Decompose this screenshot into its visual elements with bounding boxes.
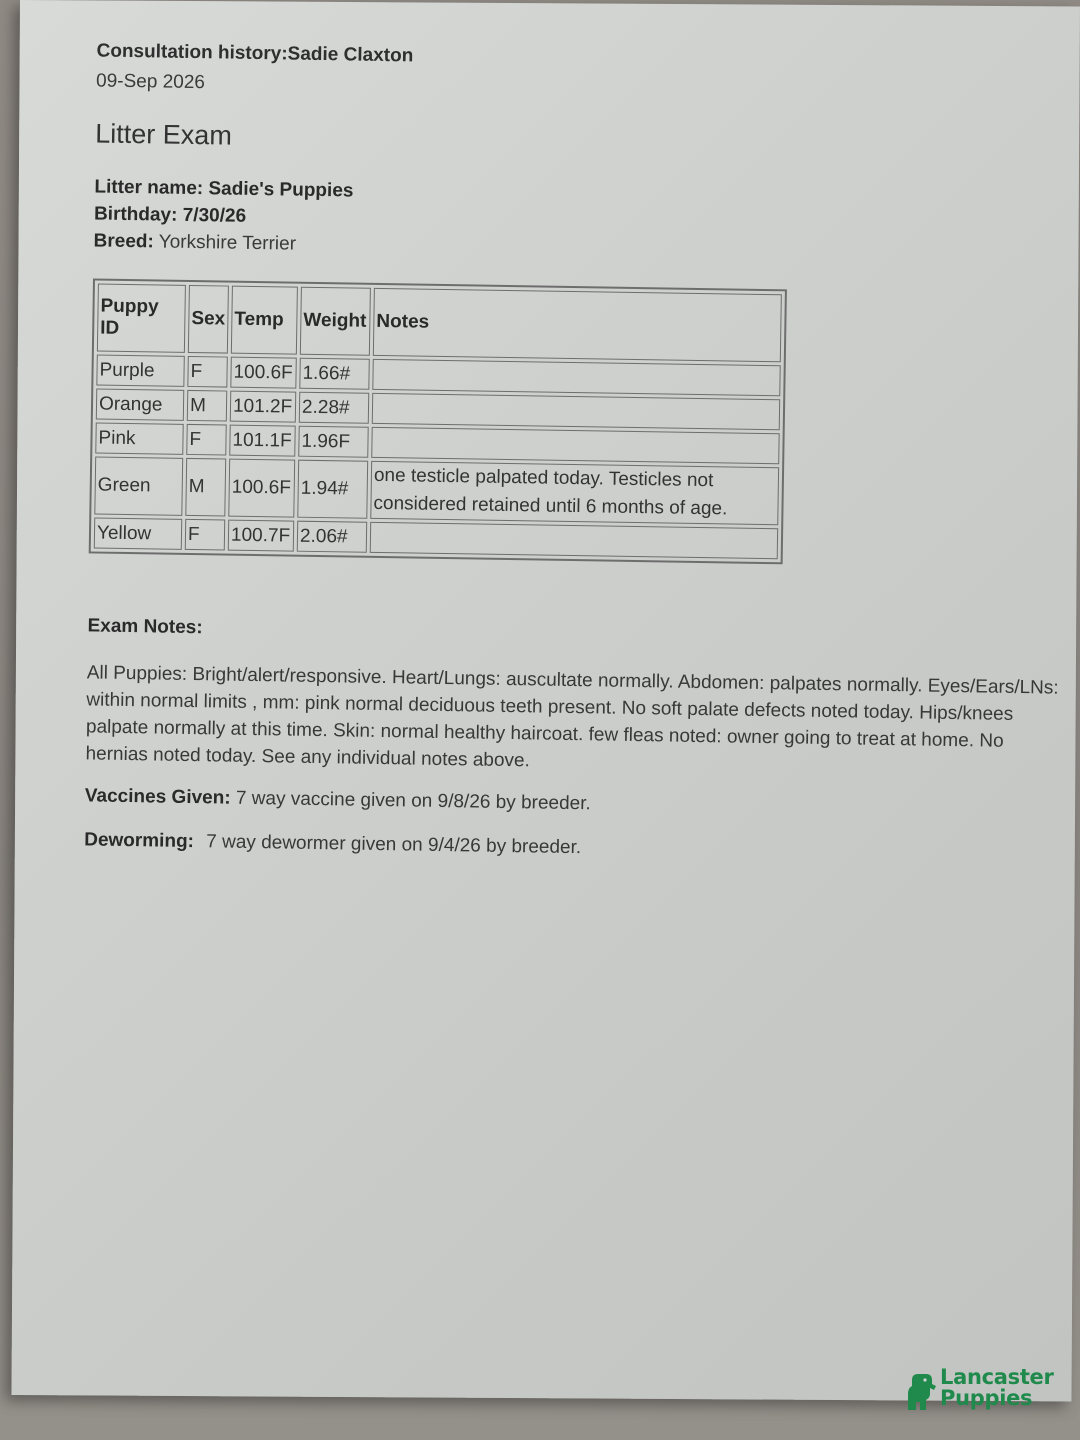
patient-name: Sadie Claxton [287, 43, 414, 67]
vaccines-label: Vaccines Given: [84, 785, 231, 809]
puppy-mascot-icon [904, 1370, 938, 1410]
cell-notes [370, 522, 778, 559]
vaccines-value: 7 way vaccine given on 9/8/26 by breeder. [235, 787, 591, 815]
cell-weight: 1.96F [298, 426, 368, 458]
logo-line-2: Puppies [940, 1386, 1033, 1410]
lancaster-puppies-logo [904, 1366, 1064, 1416]
cell-puppy-id: Purple [96, 355, 184, 387]
cell-temp: 100.6F [228, 459, 295, 518]
exam-notes-heading: Exam Notes: [87, 615, 203, 639]
deworming-label: Deworming: [84, 829, 195, 853]
table-header-row [97, 284, 782, 363]
deworming-row [84, 829, 1064, 866]
cell-puppy-id: Yellow [94, 517, 182, 549]
cell-sex: M [187, 390, 227, 422]
column-header-puppy-id: Puppy ID [97, 284, 186, 353]
logo-line-1: Lancaster [940, 1365, 1054, 1389]
cell-puppy-id: Pink [95, 423, 183, 455]
table-row [94, 517, 778, 559]
puppy-table [89, 278, 787, 564]
exam-notes-body: All Puppies: Bright/alert/responsive. Heart/Lungs: auscultate normally. Abdomen: palpates normally. Eyes/Ears/LNs: within normal limits , mm: pink normal deciduous teeth present. No soft palate defects noted today. Hips/knees palpate normally at this time. Skin: normal healthy haircoat. few fleas noted: owner going to treat at home. No hernias noted today. See any individual notes above. [85, 662, 1059, 772]
cell-puppy-id: Green [94, 456, 183, 515]
breed-value: Yorkshire Terrier [158, 231, 297, 255]
cell-notes: one testicle palpated today. Testicles not considered retained until 6 months of age. [370, 461, 779, 525]
deworming-value: 7 way dewormer given on 9/4/26 by breeder. [206, 831, 582, 859]
column-header-sex: Sex [188, 285, 229, 354]
cell-notes [371, 427, 779, 464]
logo-wordmark [940, 1367, 1054, 1409]
cell-sex: F [186, 424, 226, 456]
cell-temp: 101.1F [229, 425, 295, 457]
cell-weight: 1.66# [299, 358, 369, 390]
consultation-label: Consultation history: [96, 40, 288, 65]
cell-notes [372, 359, 780, 396]
cell-weight: 2.06# [297, 521, 367, 553]
consultation-date: 09-Sep 2026 [95, 70, 206, 94]
table-row [94, 456, 779, 525]
breed-label: Breed: [93, 230, 154, 253]
birthday-value: 7/30/26 [182, 204, 247, 227]
cell-weight: 2.28# [299, 392, 369, 424]
cell-notes [372, 393, 780, 430]
litter-name-value: Sadie's Puppies [208, 178, 354, 202]
cell-sex: F [185, 519, 225, 551]
cell-puppy-id: Orange [96, 389, 184, 421]
litter-info [93, 173, 1074, 269]
document-content [84, 40, 1077, 866]
birthday-label: Birthday: [93, 203, 178, 226]
column-header-temp: Temp [231, 286, 298, 355]
cell-sex: F [187, 356, 227, 388]
column-header-notes: Notes [373, 288, 782, 362]
cell-temp: 101.2F [230, 391, 296, 423]
litter-name-label: Litter name: [94, 176, 204, 200]
page-title: Litter Exam [95, 118, 233, 151]
cell-temp: 100.7F [228, 520, 294, 552]
cell-weight: 1.94# [297, 460, 368, 519]
column-header-weight: Weight [300, 287, 371, 356]
vaccines-row [85, 785, 1065, 822]
cell-temp: 100.6F [230, 357, 296, 389]
cell-sex: M [185, 458, 226, 517]
paper-sheet [11, 0, 1080, 1401]
